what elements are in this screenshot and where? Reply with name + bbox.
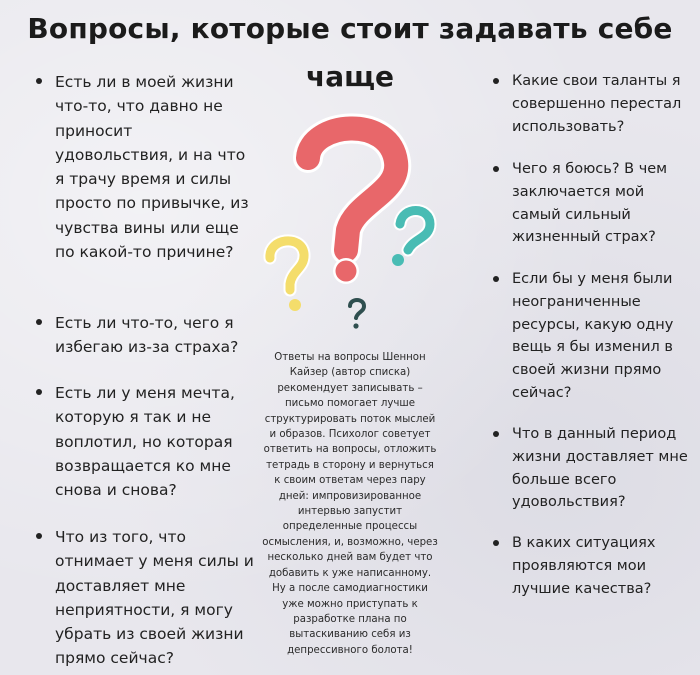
list-item: Какие свои таланты я совершенно перестал использовать? [492,70,692,138]
center-note: Ответы на вопросы Шеннон Кайзер (автор списка) рекомендует записывать – письмо помогает лучше структурировать поток мыслей и образов. Психолог советует ответить на вопросы, отложить тетрадь в сторону и вернуться к своим ответам через пару дней: импровизированное интервью запустит определенные процессы осмысления, и, возможно, через несколько дней вам будет что добавить к уже написанному. Ну а после самодиагностики уже можно приступать к разработке плана по вытаскиванию себя из депрессивного болота! [262,352,438,656]
list-item: Если бы у меня были неограниченные ресурсы, какую одну вещь я бы изменил в своей жизни прямо сейчас? [492,268,692,405]
list-item: Есть ли у меня мечта, которую я так и не воплотил, но которая возвращается ко мне снова и снова? [35,381,255,502]
yellow-question-mark-icon [270,241,304,311]
list-item: Что из того, что отнимает у меня силы и доставляет мне неприятности, я могу убрать из своей жизни прямо сейчас? [35,525,255,671]
list-item: Чего я боюсь? В чем заключается мой самый сильный жизненный страх? [492,158,692,249]
question-marks-icon [240,100,460,340]
big-question-mark-icon [308,128,396,284]
page-title: Вопросы, которые стоит задавать себе [27,12,673,45]
teal-question-mark-icon [392,211,430,267]
page-title-continuation: чаще [305,60,395,93]
list-item: Что в данный период жизни доставляет мне больше всего удовольствия? [492,423,692,514]
small-question-mark-icon [350,300,364,329]
list-item: Есть ли что-то, чего я избегаю из-за страха? [35,311,255,360]
list-item: Есть ли в моей жизни что-то, что давно не приносит удовольствия, и на что я трачу время и силы просто по привычке, из чувства вины или еще по какой-то причине? [35,70,255,264]
list-item: В каких ситуациях проявляются мои лучшие качества? [492,532,692,600]
